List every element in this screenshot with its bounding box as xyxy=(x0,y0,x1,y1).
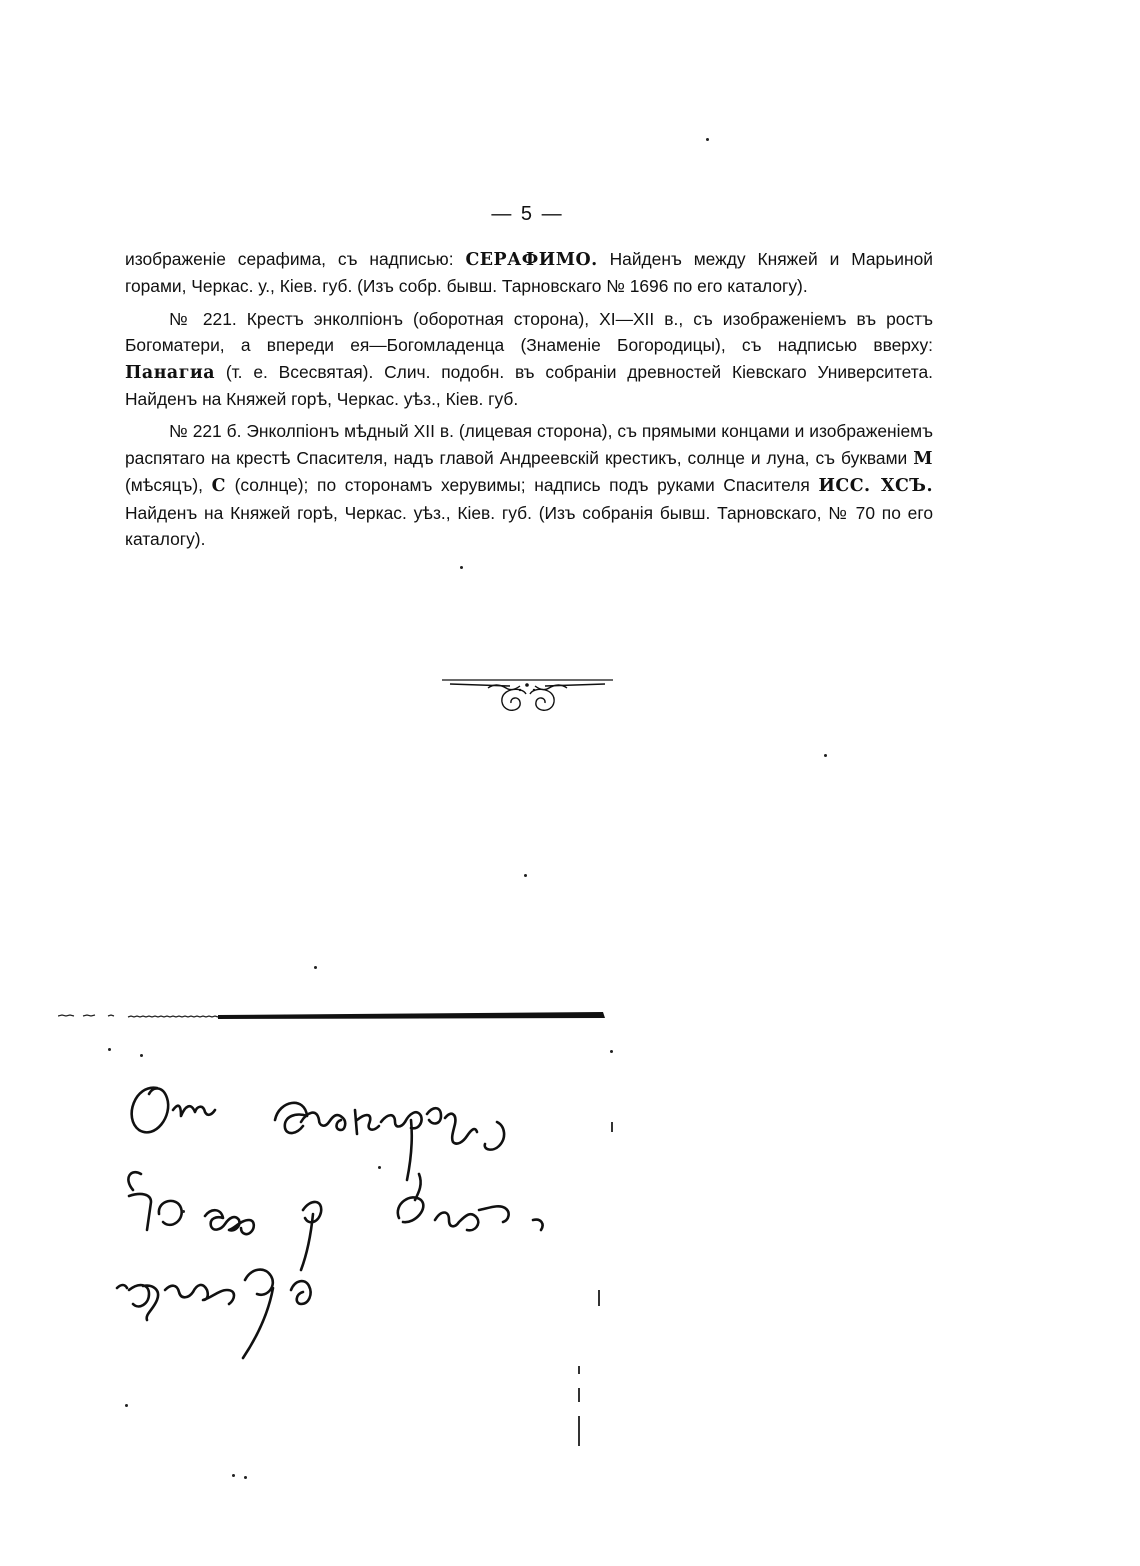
scan-speck xyxy=(244,1476,247,1479)
scan-mark xyxy=(578,1416,580,1446)
scan-speck xyxy=(610,1050,613,1053)
inscription-serafimo: СЕРАФИМО. xyxy=(465,250,598,270)
letter-m: М xyxy=(913,448,933,469)
paragraph-3-text-c: (солнце); по сторонамъ херувимы; надпись подъ руками Спасителя xyxy=(225,475,819,496)
scan-mark xyxy=(598,1290,600,1306)
paragraph-2-text-b: (т. е. Всесвятая). Слич. подобн. въ собраніи древностей Кіевскаго Университета. Найденъ на Княжей горѣ, Черкас. уѣз., Кіев. губ. xyxy=(125,361,933,410)
paragraph-1 xyxy=(125,246,933,300)
paragraph-3-text-a: № 221 б. Энколпіонъ мѣдный XII в. (лицевая сторона), съ прямыми концами и изображеніемъ распятаго на крестѣ Спасителя, надъ главой Андреевскій крестикъ, солнце и луна, съ буквами xyxy=(125,421,933,468)
body-text xyxy=(125,246,933,558)
paragraph-3-text-d: Найденъ на Княжей горѣ, Черкас. уѣз., Кіев. губ. (Изъ собранія бывш. Тарновскаго, № 70 по его каталогу). xyxy=(125,502,933,550)
scan-speck xyxy=(824,754,827,757)
scan-mark xyxy=(578,1366,580,1374)
paragraph-1-text-a: изображеніе серафима, съ надписью: xyxy=(125,249,466,269)
paragraph-3-text-b: (мѣсяцъ), xyxy=(125,475,212,496)
scan-speck xyxy=(314,966,317,969)
scan-mark xyxy=(578,1388,580,1402)
scan-speck xyxy=(140,1054,143,1057)
scan-speck xyxy=(378,1166,381,1169)
page-number: — 5 — xyxy=(491,203,564,225)
inscription-panagia: Панагиа xyxy=(125,362,216,383)
scan-edge-line xyxy=(58,1006,608,1024)
paragraph-2-text-a: № 221. Крестъ энколпіонъ (оборотная сторона), XI—XII в., съ изображеніемъ въ ростъ Богоматери, а впереди ея—Богомладенца (Знаменіе Богородицы), съ надписью вверху: xyxy=(125,308,933,356)
inscription-iss-khs: ИСС. ХСЪ. xyxy=(818,476,933,497)
letter-s: С xyxy=(211,476,226,497)
scan-speck xyxy=(182,1210,185,1213)
scan-speck xyxy=(706,138,709,141)
scan-speck xyxy=(524,874,527,877)
paragraph-3 xyxy=(125,418,933,552)
decorative-ornament xyxy=(440,672,615,722)
scan-speck xyxy=(108,1048,111,1051)
paragraph-1-text-b: Найденъ между Княжей и Марьиной горами, Черкас. у., Кіев. губ. (Изъ собр. бывш. Тарновскаго № 1696 по его каталогу). xyxy=(125,249,933,297)
paragraph-2 xyxy=(125,306,933,413)
scan-speck xyxy=(125,1404,128,1407)
scan-speck xyxy=(232,1474,235,1477)
handwritten-note xyxy=(95,1050,615,1370)
scan-speck xyxy=(460,566,463,569)
scan-mark xyxy=(611,1122,613,1132)
